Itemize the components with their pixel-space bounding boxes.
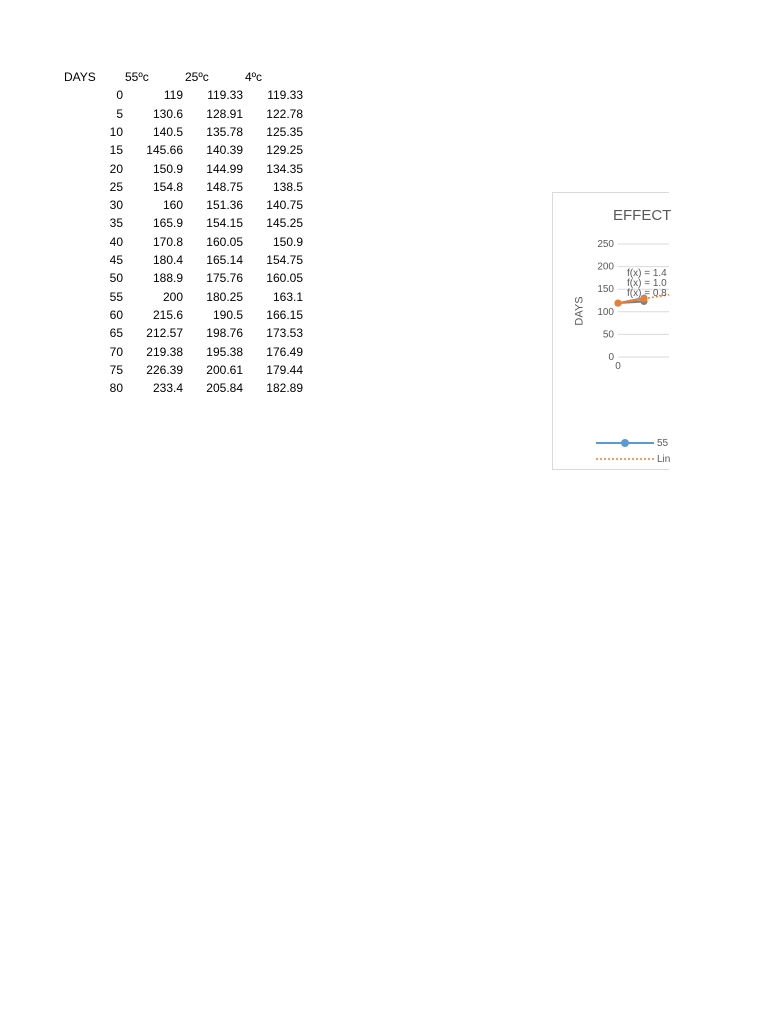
value-cell: 160.05 bbox=[206, 234, 243, 249]
value-cell: 150.9 bbox=[152, 161, 183, 176]
value-cell: 140.5 bbox=[152, 124, 183, 139]
value-cell: 154.15 bbox=[206, 216, 243, 231]
value-cell: 138.5 bbox=[272, 179, 303, 194]
value-cell: 119.33 bbox=[267, 88, 303, 103]
value-cell: 205.84 bbox=[206, 381, 243, 396]
value-cell: 226.39 bbox=[146, 362, 183, 377]
y-tick-label: 0 bbox=[608, 352, 614, 363]
day-cell: 40 bbox=[109, 234, 123, 249]
value-cell: 173.53 bbox=[266, 326, 303, 341]
value-cell: 144.99 bbox=[206, 161, 243, 176]
value-cell: 180.4 bbox=[152, 253, 183, 267]
x-tick-label: 0 bbox=[615, 361, 621, 372]
trendline-equation: f(x) = 1.0 bbox=[627, 278, 667, 289]
column-header: 55ºc bbox=[125, 70, 149, 84]
value-cell: 160.05 bbox=[266, 271, 303, 286]
legend-label: Lin bbox=[657, 454, 671, 465]
value-cell: 145.66 bbox=[146, 143, 183, 158]
day-cell: 70 bbox=[109, 344, 123, 359]
value-cell: 151.36 bbox=[206, 198, 243, 213]
day-cell: 75 bbox=[109, 362, 123, 377]
day-cell: 50 bbox=[109, 271, 123, 286]
value-cell: 200.61 bbox=[206, 362, 243, 377]
legend-label: 55 bbox=[657, 438, 669, 449]
y-tick-label: 50 bbox=[602, 329, 614, 341]
value-cell: 198.76 bbox=[206, 326, 243, 341]
value-cell: 188.9 bbox=[152, 271, 183, 286]
chart-title: EFFECT bbox=[613, 207, 672, 224]
value-cell: 154.8 bbox=[152, 179, 183, 194]
day-cell: 0 bbox=[116, 88, 123, 103]
value-cell: 140.75 bbox=[266, 198, 303, 213]
chart[interactable] bbox=[552, 192, 672, 470]
y-tick-label: 250 bbox=[597, 239, 614, 250]
day-cell: 20 bbox=[109, 161, 123, 176]
value-cell: 176.49 bbox=[266, 344, 303, 359]
value-cell: 219.38 bbox=[146, 344, 183, 359]
value-cell: 215.6 bbox=[152, 307, 183, 322]
day-cell: 65 bbox=[109, 326, 123, 341]
value-cell: 145.25 bbox=[266, 216, 303, 231]
y-tick-label: 150 bbox=[597, 284, 614, 296]
value-cell: 119.33 bbox=[207, 88, 243, 103]
value-cell: 122.78 bbox=[266, 106, 303, 121]
data-point bbox=[615, 300, 622, 307]
column-header: 4ºc bbox=[245, 70, 263, 84]
trendline-equation: f(x) = 0.8 bbox=[627, 288, 667, 299]
day-cell: 80 bbox=[109, 381, 123, 396]
value-cell: 212.57 bbox=[146, 326, 183, 341]
value-cell: 140.39 bbox=[206, 143, 243, 158]
value-cell: 163.1 bbox=[272, 289, 303, 304]
y-tick-label: 100 bbox=[597, 306, 614, 318]
day-cell: 35 bbox=[109, 216, 123, 231]
day-cell: 45 bbox=[109, 253, 123, 267]
value-cell: 119 bbox=[163, 88, 183, 103]
value-cell: 125.35 bbox=[266, 124, 303, 139]
y-axis-label: DAYS bbox=[573, 296, 586, 326]
day-cell: 60 bbox=[109, 307, 123, 322]
value-cell: 135.78 bbox=[206, 124, 243, 139]
value-cell: 166.15 bbox=[266, 307, 303, 322]
value-cell: 154.75 bbox=[266, 253, 303, 267]
value-cell: 170.8 bbox=[152, 234, 183, 249]
value-cell: 128.91 bbox=[206, 106, 243, 121]
day-cell: 5 bbox=[116, 106, 123, 121]
day-cell: 30 bbox=[109, 198, 123, 213]
day-cell: 25 bbox=[109, 179, 123, 194]
value-cell: 129.25 bbox=[266, 143, 303, 158]
value-cell: 150.9 bbox=[272, 234, 303, 249]
value-cell: 160 bbox=[162, 198, 183, 213]
y-tick-label: 200 bbox=[597, 261, 614, 273]
value-cell: 134.35 bbox=[266, 161, 303, 176]
value-cell: 179.44 bbox=[266, 362, 303, 377]
value-cell: 182.89 bbox=[266, 381, 303, 396]
legend-marker bbox=[621, 439, 629, 447]
chart-plot bbox=[553, 193, 672, 469]
value-cell: 195.38 bbox=[206, 344, 243, 359]
value-cell: 175.76 bbox=[206, 271, 243, 286]
day-cell: 10 bbox=[109, 124, 123, 139]
column-header: DAYS bbox=[64, 70, 96, 84]
trendline-equation: f(x) = 1.4 bbox=[627, 268, 667, 279]
day-cell: 15 bbox=[109, 143, 123, 158]
value-cell: 148.75 bbox=[206, 179, 243, 194]
column-header: 25ºc bbox=[185, 70, 209, 84]
value-cell: 233.4 bbox=[152, 381, 183, 396]
value-cell: 190.5 bbox=[212, 307, 243, 322]
value-cell: 180.25 bbox=[206, 289, 243, 304]
day-cell: 55 bbox=[109, 289, 123, 304]
value-cell: 130.6 bbox=[152, 106, 183, 121]
value-cell: 200 bbox=[162, 289, 183, 304]
value-cell: 165.9 bbox=[152, 216, 183, 231]
value-cell: 165.14 bbox=[206, 253, 243, 267]
